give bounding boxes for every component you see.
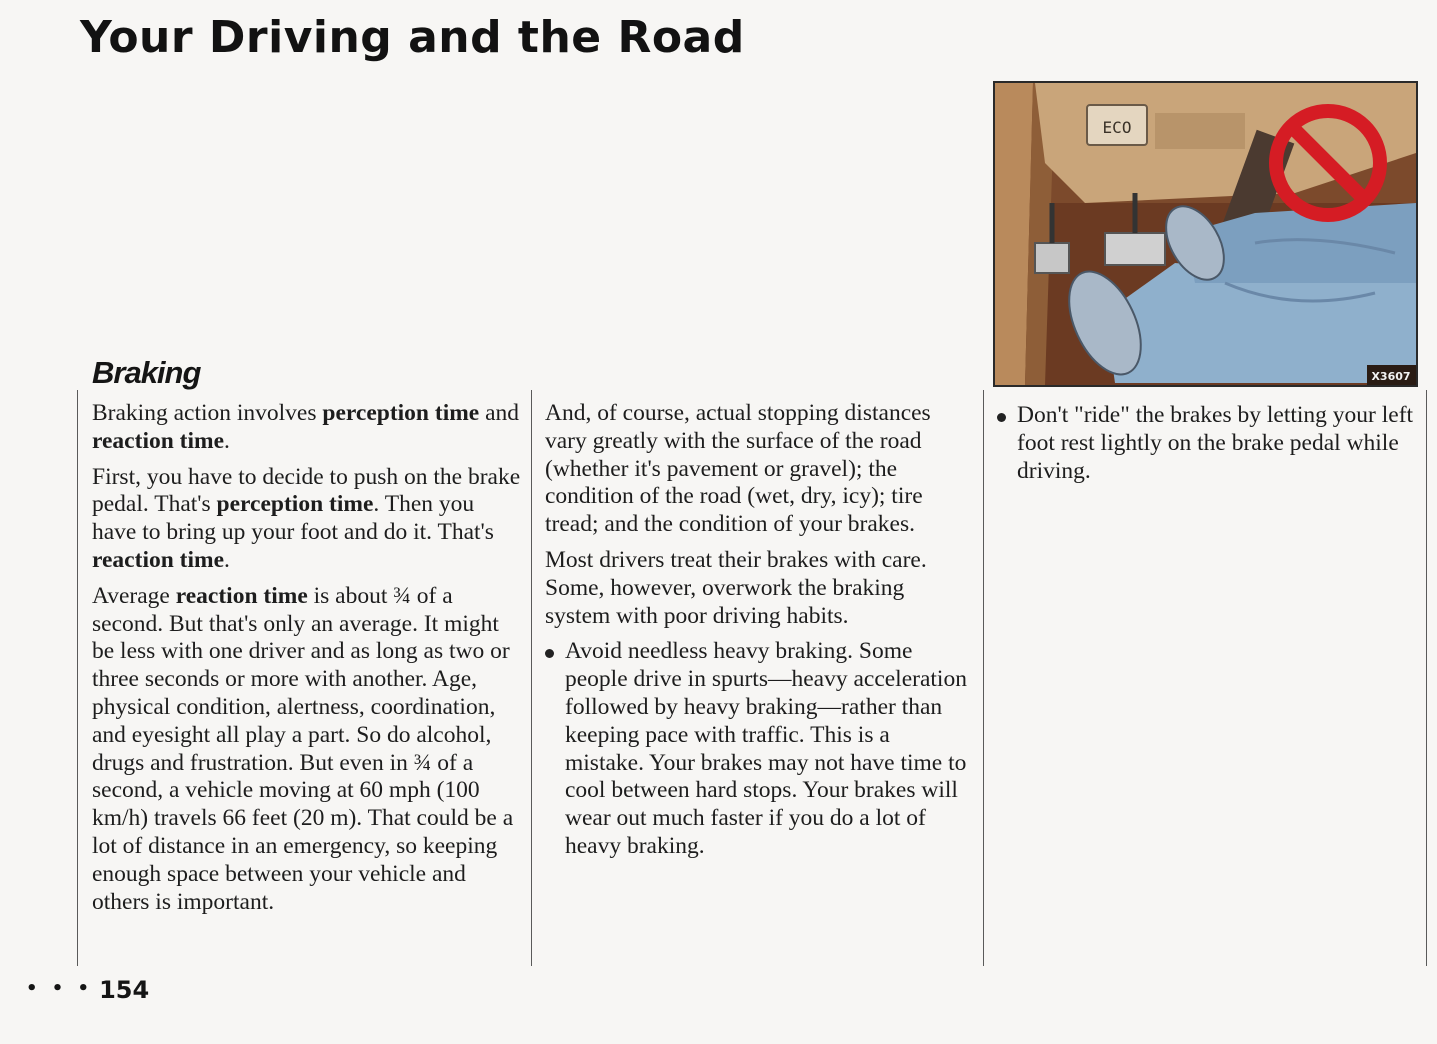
paragraph-stopping-distances: And, of course, actual stopping distances vary greatly with the surface of the road (whether it's pavement or gravel); the condition of the road (wet, dry, icy); tire tread; and the condition of your brakes. — [545, 400, 931, 538]
term-perception-time: perception time — [216, 491, 374, 518]
text-column-2 — [545, 400, 970, 861]
bullet-avoid-heavy-braking — [545, 638, 970, 860]
illustration-foot-on-brake — [993, 81, 1418, 387]
column-rule-4 — [1426, 390, 1427, 966]
bullet-icon — [997, 413, 1006, 422]
bullet-text: Don't "ride" the brakes by letting your left foot rest lightly on the brake pedal while driving. — [1017, 402, 1414, 484]
text-column-1 — [92, 400, 522, 924]
text-run: and — [479, 400, 520, 426]
dash-label: ECO — [1102, 118, 1132, 137]
text-run: . — [224, 427, 230, 454]
chapter-title: Your Driving and the Road — [80, 12, 745, 63]
column-rule-1 — [77, 390, 78, 966]
text-run: . — [224, 546, 230, 573]
text-run: Braking action involves — [92, 400, 323, 426]
figure-code: X3607 — [1371, 370, 1411, 383]
term-perception-time: perception time — [322, 400, 480, 426]
text-column-3 — [997, 402, 1417, 485]
text-run: . Then you have to bring up your foot and do it. That's — [92, 491, 494, 546]
bullet-text: Avoid needless heavy braking. Some people drive in spurts—heavy acceleration followed by heavy braking—rather than keeping pace with traffic. This is a mistake. Your brakes may not have time to cool between hard stops. Your brakes will wear out much faster if you do a lot of heavy braking. — [565, 638, 967, 859]
term-reaction-time: reaction time — [92, 546, 225, 573]
bullet-dont-ride-brakes — [997, 402, 1417, 485]
illustration-svg — [995, 83, 1416, 385]
text-run: First, you have to decide to push on the brake pedal. That's — [92, 463, 521, 518]
term-reaction-time: reaction time — [92, 427, 225, 454]
text-run: Average — [92, 582, 176, 609]
column-rule-3 — [983, 390, 984, 966]
text-run: is about ¾ of a second. But that's only an average. It might be less with one driver and as long as two or three seconds or more with another. Age, physical condition, alertness, coordination, and eyesight all play a part. So do alcohol, drugs and frustration. But even in ¾ of a second, a vehicle moving at 60 mph (100 km/h) travels 66 feet (20 m). That could be a lot of distance in an emergency, so keeping enough space between your vehicle and others is important. — [92, 582, 514, 915]
term-reaction-time: reaction time — [175, 582, 308, 609]
page-dots: • • • — [26, 978, 94, 999]
paragraph-average-reaction — [92, 583, 522, 917]
section-heading-braking: Braking — [92, 355, 201, 390]
paragraph-decide-push — [92, 464, 522, 575]
bullet-icon — [545, 649, 554, 658]
paragraph-drivers-care: Most drivers treat their brakes with care. Some, however, overwork the braking system with poor driving habits. — [545, 546, 927, 629]
paragraph-perception-reaction — [92, 400, 522, 456]
column-rule-2 — [531, 390, 532, 966]
page-number-value: 154 — [99, 976, 150, 1004]
page-number — [26, 976, 149, 1004]
